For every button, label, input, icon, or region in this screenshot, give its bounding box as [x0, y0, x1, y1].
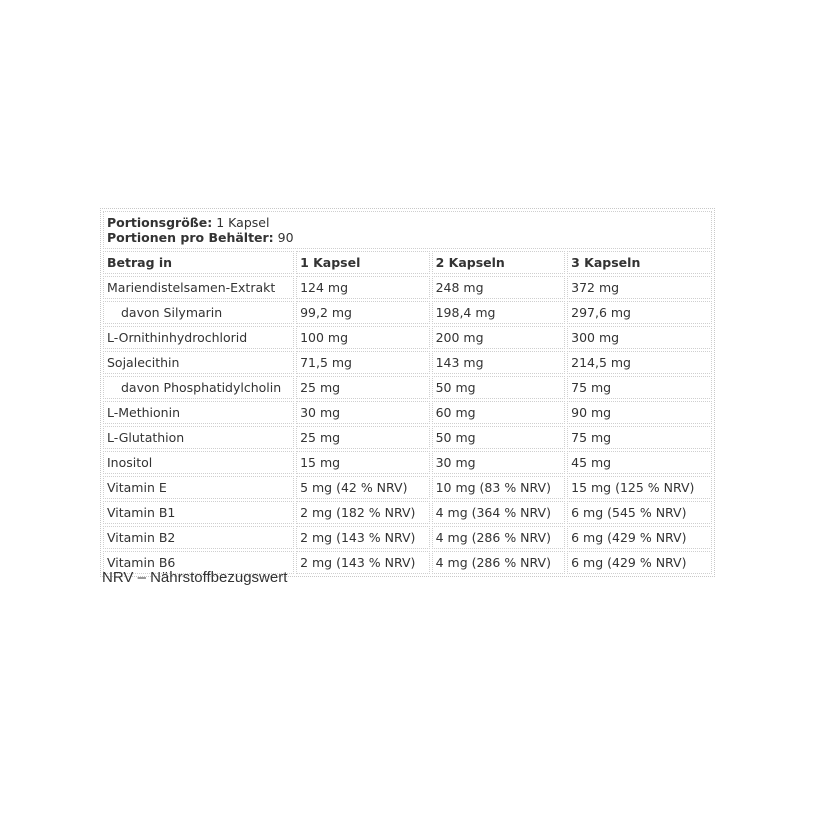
amount-two-capsules: 50 mg	[432, 426, 566, 449]
amount-one-capsule: 2 mg (143 % NRV)	[296, 526, 430, 549]
table-row	[103, 301, 712, 324]
amount-two-capsules: 198,4 mg	[432, 301, 566, 324]
amount-three-capsules: 45 mg	[567, 451, 712, 474]
amount-three-capsules: 15 mg (125 % NRV)	[567, 476, 712, 499]
amount-two-capsules: 4 mg (286 % NRV)	[432, 551, 566, 574]
amount-one-capsule: 30 mg	[296, 401, 430, 424]
amount-three-capsules: 6 mg (545 % NRV)	[567, 501, 712, 524]
amount-three-capsules: 75 mg	[567, 426, 712, 449]
table-row	[103, 526, 712, 549]
ingredient-name: Mariendistelsamen-Extrakt	[103, 276, 294, 299]
amount-one-capsule: 15 mg	[296, 451, 430, 474]
servings-per-container-value: 90	[273, 230, 294, 245]
header-row	[103, 251, 712, 274]
amount-two-capsules: 248 mg	[432, 276, 566, 299]
amount-two-capsules: 30 mg	[432, 451, 566, 474]
supplement-facts-table	[100, 208, 715, 577]
amount-three-capsules: 372 mg	[567, 276, 712, 299]
footnote-nrv: NRV – Nährstoffbezugswert	[102, 569, 288, 586]
amount-three-capsules: 90 mg	[567, 401, 712, 424]
header-two-capsules: 2 Kapseln	[432, 251, 566, 274]
amount-three-capsules: 6 mg (429 % NRV)	[567, 526, 712, 549]
servings-per-container-line	[107, 230, 709, 245]
table-row	[103, 476, 712, 499]
ingredient-name: davon Phosphatidylcholin	[103, 376, 294, 399]
amount-one-capsule: 2 mg (182 % NRV)	[296, 501, 430, 524]
servings-per-container-label: Portionen pro Behälter:	[107, 230, 274, 245]
table-row	[103, 426, 712, 449]
ingredient-name: L-Glutathion	[103, 426, 294, 449]
ingredient-name: L-Ornithinhydrochlorid	[103, 326, 294, 349]
table-row	[103, 326, 712, 349]
ingredient-name: Sojalecithin	[103, 351, 294, 374]
amount-one-capsule: 5 mg (42 % NRV)	[296, 476, 430, 499]
table-row	[103, 451, 712, 474]
amount-one-capsule: 2 mg (143 % NRV)	[296, 551, 430, 574]
serving-size-value: 1 Kapsel	[212, 215, 270, 230]
amount-three-capsules: 6 mg (429 % NRV)	[567, 551, 712, 574]
amount-one-capsule: 71,5 mg	[296, 351, 430, 374]
amount-one-capsule: 124 mg	[296, 276, 430, 299]
amount-two-capsules: 10 mg (83 % NRV)	[432, 476, 566, 499]
ingredient-name: L-Methionin	[103, 401, 294, 424]
amount-three-capsules: 214,5 mg	[567, 351, 712, 374]
ingredient-name: Vitamin B1	[103, 501, 294, 524]
amount-two-capsules: 4 mg (286 % NRV)	[432, 526, 566, 549]
ingredient-name: Inositol	[103, 451, 294, 474]
table-row	[103, 276, 712, 299]
serving-size-line	[107, 215, 709, 230]
amount-two-capsules: 143 mg	[432, 351, 566, 374]
amount-two-capsules: 60 mg	[432, 401, 566, 424]
amount-three-capsules: 75 mg	[567, 376, 712, 399]
amount-one-capsule: 25 mg	[296, 376, 430, 399]
amount-two-capsules: 4 mg (364 % NRV)	[432, 501, 566, 524]
header-amount-in: Betrag in	[103, 251, 294, 274]
ingredient-name: Vitamin B6	[103, 551, 294, 574]
amount-two-capsules: 200 mg	[432, 326, 566, 349]
serving-size-label: Portionsgröße:	[107, 215, 213, 230]
ingredient-name: davon Silymarin	[103, 301, 294, 324]
amount-two-capsules: 50 mg	[432, 376, 566, 399]
serving-info-row	[103, 211, 712, 249]
table-row	[103, 351, 712, 374]
table-row	[103, 501, 712, 524]
table-row	[103, 376, 712, 399]
amount-one-capsule: 99,2 mg	[296, 301, 430, 324]
table-row	[103, 401, 712, 424]
header-three-capsules: 3 Kapseln	[567, 251, 712, 274]
ingredient-name: Vitamin B2	[103, 526, 294, 549]
amount-three-capsules: 300 mg	[567, 326, 712, 349]
amount-one-capsule: 25 mg	[296, 426, 430, 449]
amount-one-capsule: 100 mg	[296, 326, 430, 349]
amount-three-capsules: 297,6 mg	[567, 301, 712, 324]
ingredient-name: Vitamin E	[103, 476, 294, 499]
header-one-capsule: 1 Kapsel	[296, 251, 430, 274]
supplement-facts-body	[103, 211, 712, 574]
serving-info-cell	[103, 211, 712, 249]
